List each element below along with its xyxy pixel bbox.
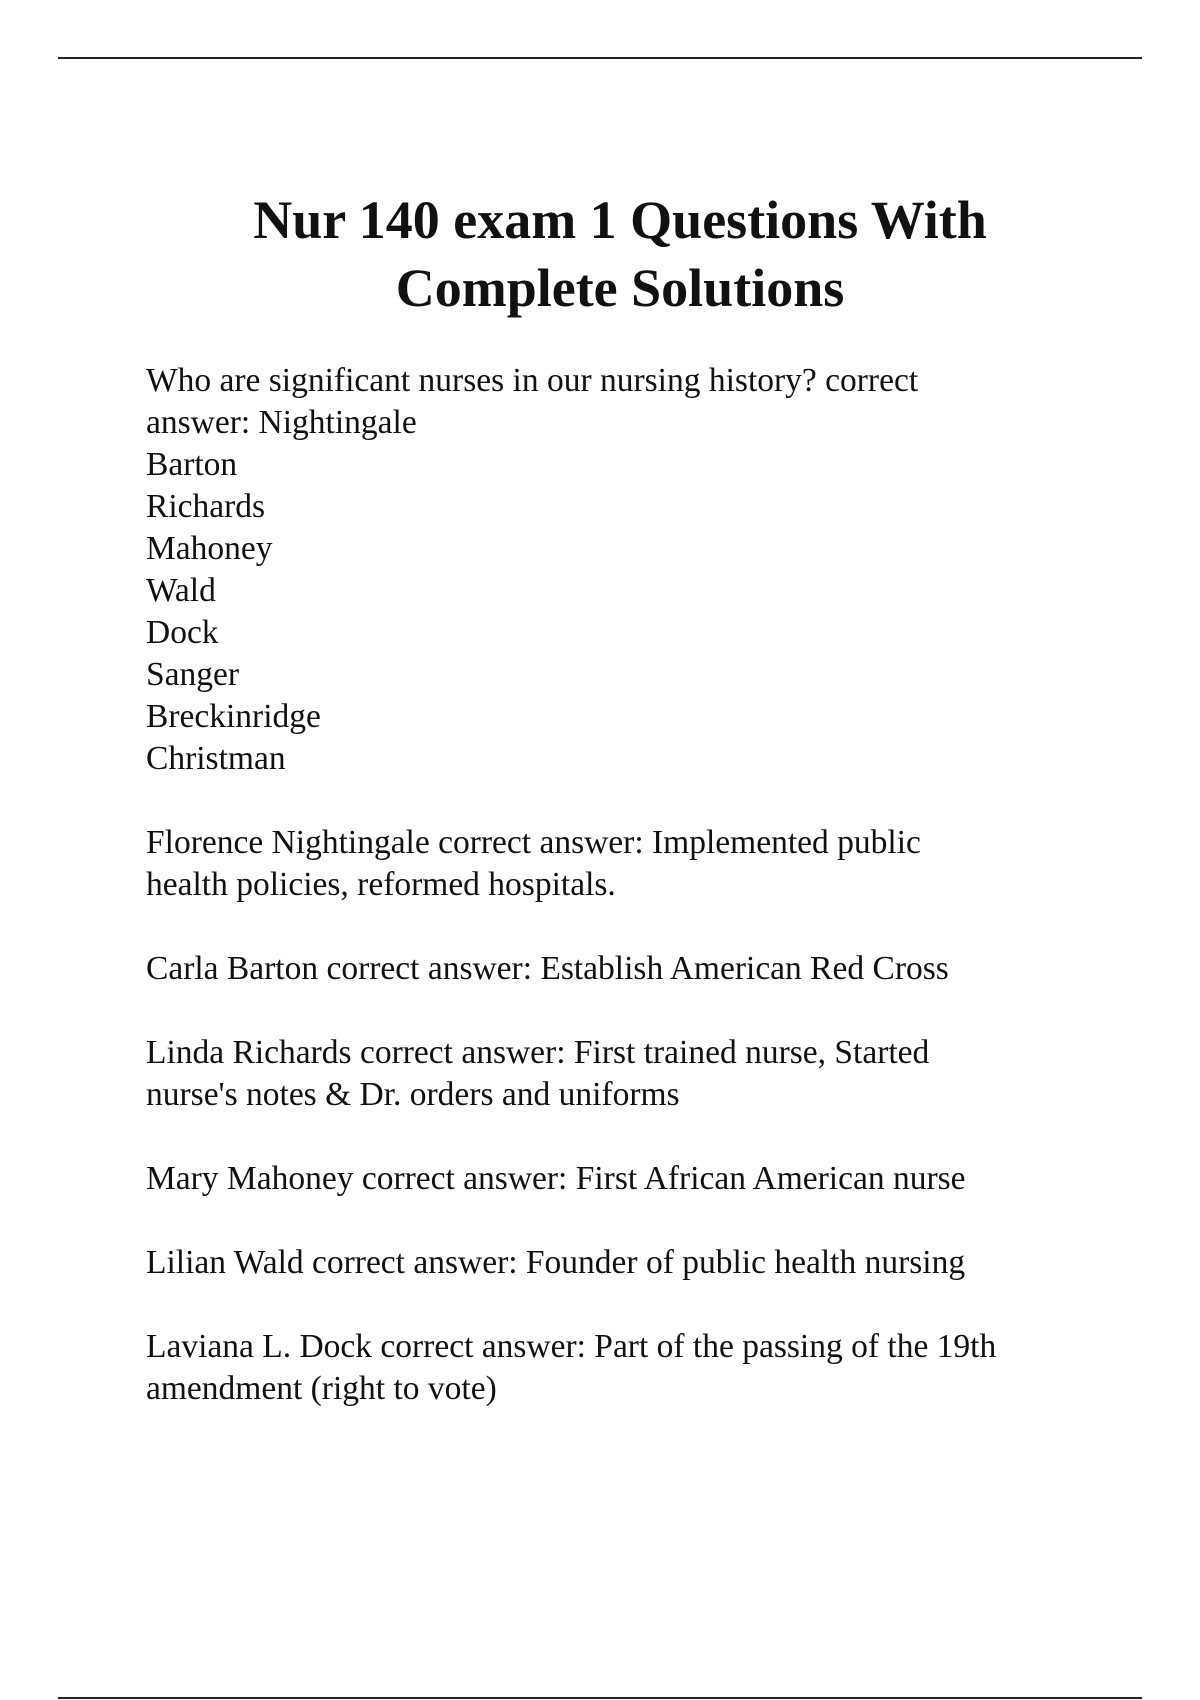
qa-item-barton <box>146 948 1106 990</box>
list-item: Sanger <box>146 656 240 693</box>
document-body <box>146 360 1106 1452</box>
text-line: Who are significant nurses in our nursing history? correct <box>146 362 919 399</box>
qa-text <box>146 360 1106 444</box>
text-line: amendment (right to vote) <box>146 1370 497 1407</box>
text-line: Laviana L. Dock correct answer: Part of the passing of the 19th <box>146 1328 997 1365</box>
list-item: Richards <box>146 488 266 525</box>
list-item: Dock <box>146 614 219 651</box>
qa-item-mahoney <box>146 1158 1106 1200</box>
qa-item-wald <box>146 1242 1106 1284</box>
text-line: health policies, reformed hospitals. <box>146 866 616 903</box>
title-line: Complete Solutions <box>395 258 845 318</box>
qa-item-richards <box>146 1032 1106 1116</box>
list-item: Barton <box>146 446 238 483</box>
list-item: Wald <box>146 572 216 609</box>
qa-item-nightingale <box>146 822 1106 906</box>
nurse-name-list <box>146 444 1106 780</box>
text-line: answer: Nightingale <box>146 404 417 441</box>
text-line: nurse's notes & Dr. orders and uniforms <box>146 1076 680 1113</box>
list-item: Christman <box>146 740 286 777</box>
list-item: Breckinridge <box>146 698 321 735</box>
qa-item-dock <box>146 1326 1106 1410</box>
header-rule <box>58 57 1142 59</box>
page-title <box>150 186 1090 322</box>
text-line: Mary Mahoney correct answer: First African American nurse <box>146 1160 966 1197</box>
text-line: Linda Richards correct answer: First trained nurse, Started <box>146 1034 930 1071</box>
text-line: Lilian Wald correct answer: Founder of public health nursing <box>146 1244 966 1281</box>
list-item: Mahoney <box>146 530 273 567</box>
title-line: Nur 140 exam 1 Questions With <box>253 190 987 250</box>
text-line: Carla Barton correct answer: Establish American Red Cross <box>146 950 949 987</box>
qa-item-significant-nurses <box>146 360 1106 780</box>
footer-rule <box>58 1697 1142 1699</box>
text-line: Florence Nightingale correct answer: Implemented public <box>146 824 921 861</box>
